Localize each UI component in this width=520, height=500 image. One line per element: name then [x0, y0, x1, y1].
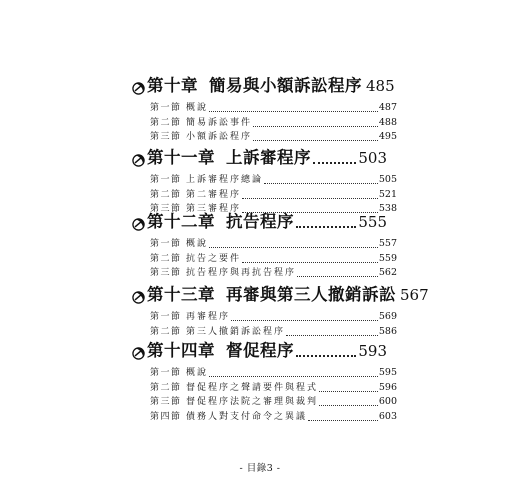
chapter-heading[interactable]: [132, 339, 387, 361]
section-title: 小額訴訟程序: [186, 132, 253, 143]
section-number: 第三節: [150, 132, 182, 143]
section-page-number: 495: [378, 131, 397, 143]
section-title: 抗告之要件: [186, 253, 242, 264]
chapter-heading[interactable]: [132, 146, 387, 168]
chapter-heading[interactable]: [132, 74, 395, 96]
section-number: 第二節: [150, 117, 182, 128]
leader-dots: [209, 111, 378, 112]
section-title: 再審程序: [186, 312, 231, 322]
section-entry[interactable]: [150, 115, 397, 129]
section-entry[interactable]: [150, 380, 397, 394]
section-page-number: 603: [378, 410, 397, 422]
chapter-heading[interactable]: [132, 210, 387, 232]
chapter-title: 簡易與小額訴訟程序: [209, 76, 362, 95]
section-number: 第三節: [150, 397, 182, 408]
section-page-number: 569: [378, 311, 397, 322]
chapter-title: 督促程序: [226, 341, 294, 360]
chapter-title: 上訴審程序: [226, 148, 311, 167]
section-entry[interactable]: [150, 309, 397, 323]
page-footer: - 目錄3 -: [239, 463, 281, 474]
leader-dots: [242, 198, 378, 199]
section-number: 第一節: [150, 239, 182, 249]
section-number: 第二節: [150, 382, 182, 393]
leader-dots: [209, 376, 378, 377]
leader-dots: [286, 335, 378, 336]
section-page-number: 538: [378, 203, 397, 215]
chapter-page-number: 503: [358, 149, 387, 167]
section-title: 簡易訴訟事件: [186, 117, 253, 128]
section-entry[interactable]: [150, 394, 397, 408]
section-page-number: 596: [378, 381, 397, 393]
leader-dots: [296, 355, 356, 357]
leader-dots: [319, 391, 378, 392]
chapter-bullet-icon: [132, 152, 145, 165]
leader-dots: [242, 262, 378, 263]
chapter-number: 第十一章: [147, 148, 215, 167]
leader-dots: [308, 420, 378, 421]
section-page-number: 488: [378, 116, 397, 128]
section-title: 概說: [186, 239, 209, 249]
section-entry[interactable]: [150, 129, 397, 143]
section-page-number: 559: [378, 252, 397, 264]
section-number: 第三節: [150, 268, 182, 279]
leader-dots: [209, 247, 378, 248]
section-page-number: 557: [378, 238, 397, 249]
section-page-number: 505: [378, 174, 397, 185]
section-number: 第三節: [150, 204, 182, 215]
chapter-page-number: 567: [400, 286, 429, 304]
chapter-heading[interactable]: [132, 283, 429, 305]
section-page-number: 600: [378, 396, 397, 408]
section-page-number: 595: [378, 367, 397, 378]
section-page-number: 487: [378, 102, 397, 113]
chapter-number: 第十二章: [147, 212, 215, 231]
section-number: 第一節: [150, 368, 182, 378]
section-title: 抗告程序與再抗告程序: [186, 268, 297, 279]
chapter-number: 第十章: [147, 76, 198, 95]
section-title: 概說: [186, 368, 209, 378]
section-page-number: 521: [378, 188, 397, 200]
section-number: 第一節: [150, 175, 182, 185]
section-number: 第二節: [150, 326, 182, 337]
chapter-page-number: 485: [366, 77, 395, 95]
section-entry[interactable]: [150, 365, 397, 379]
section-number: 第一節: [150, 312, 182, 322]
section-title: 第三審程序: [186, 204, 242, 215]
section-number: 第二節: [150, 189, 182, 200]
section-page-number: 562: [378, 267, 397, 279]
section-page-number: 586: [378, 325, 397, 337]
section-title: 督促程序之聲請要件與程式: [186, 382, 319, 393]
section-entry[interactable]: [150, 265, 397, 279]
chapter-page-number: 593: [358, 342, 387, 360]
leader-dots: [264, 183, 378, 184]
chapter-bullet-icon: [132, 345, 145, 358]
chapter-bullet-icon: [132, 216, 145, 229]
section-number: 第四節: [150, 411, 182, 422]
leader-dots: [296, 226, 356, 228]
leader-dots: [297, 276, 378, 277]
chapter-bullet-icon: [132, 289, 145, 302]
chapter-number: 第十三章: [147, 285, 215, 304]
section-title: 督促程序法院之審理與裁判: [186, 397, 319, 408]
section-entry[interactable]: [150, 324, 397, 338]
section-title: 債務人對支付命令之異議: [186, 411, 308, 422]
section-title: 第三人撤銷訴訟程序: [186, 326, 286, 337]
chapter-bullet-icon: [132, 80, 145, 93]
section-entry[interactable]: [150, 409, 397, 423]
chapter-page-number: 555: [358, 213, 387, 231]
section-entry[interactable]: [150, 100, 397, 114]
section-number: 第二節: [150, 253, 182, 264]
leader-dots: [319, 405, 378, 406]
section-entry[interactable]: [150, 236, 397, 250]
chapter-number: 第十四章: [147, 341, 215, 360]
chapter-title: 再審與第三人撤銷訴訟: [226, 285, 396, 304]
section-entry[interactable]: [150, 172, 397, 186]
section-title: 上訴審程序總論: [186, 175, 264, 185]
section-title: 概說: [186, 103, 209, 113]
section-entry[interactable]: [150, 251, 397, 265]
section-entry[interactable]: [150, 187, 397, 201]
section-number: 第一節: [150, 103, 182, 113]
leader-dots: [231, 320, 378, 321]
leader-dots: [313, 162, 356, 164]
chapter-title: 抗告程序: [226, 212, 294, 231]
leader-dots: [253, 140, 378, 141]
leader-dots: [253, 126, 378, 127]
section-title: 第二審程序: [186, 189, 242, 200]
